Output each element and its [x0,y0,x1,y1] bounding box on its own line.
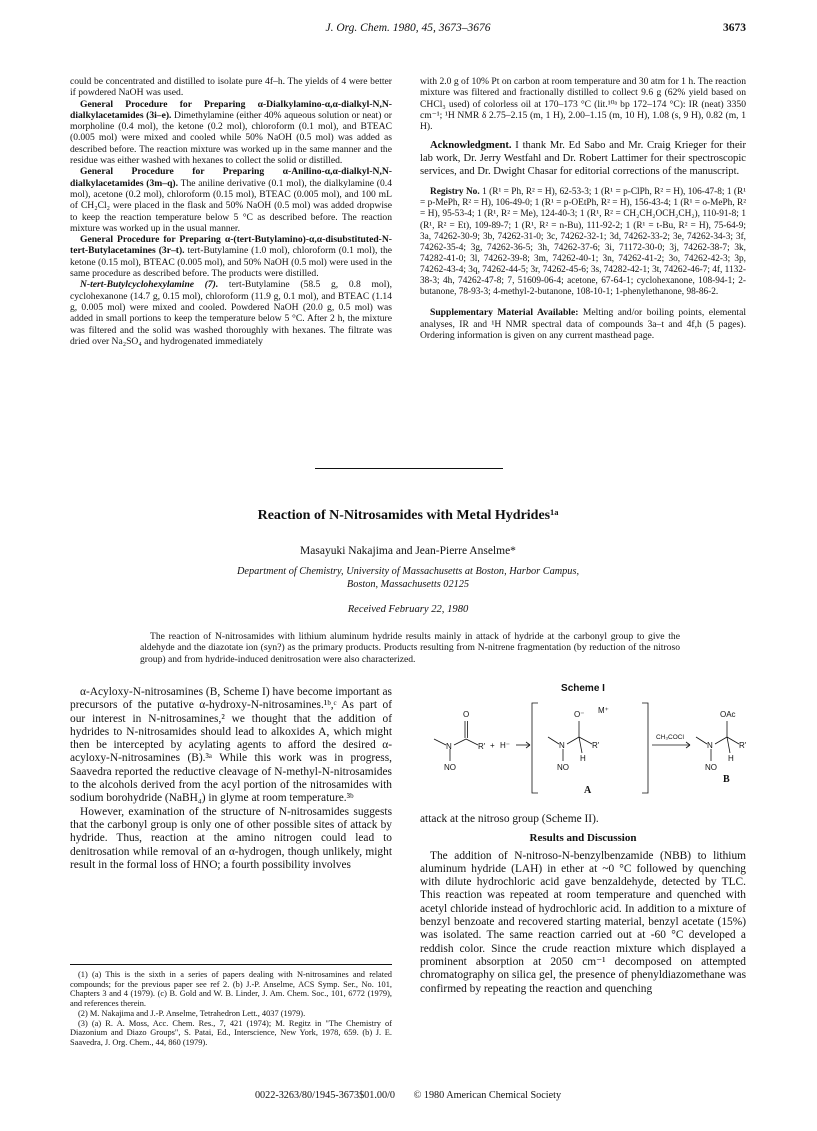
paragraph: General Procedure for Preparing α-(tert-Butylamino)-α,α-disubstituted-N-tert-Butylacetamines (3r–t). tert-Butylamine (1.0 mol), chloroform (0.1 mol), the ketone (0.15 mol), BTEAC (0.005 mol), and 50% NaOH (0.5 mol) were used in the same procedure as described before. The products were distilled. [70,234,393,280]
journal-citation: J. Org. Chem. 1980, 45, 3673–3676 [325,22,491,34]
article-right-column [420,813,746,996]
scheme-atom-H: H [728,754,734,763]
scheme-reagent: CH₃COCl [656,734,684,741]
received-date: Received February 22, 1980 [347,604,469,615]
page-number: 3673 [723,22,746,34]
scheme-1-diagram [420,697,746,797]
registry-numbers: Registry No. 1 (R¹ = Ph, R² = H), 62-53-3; 1 (R¹ = p-ClPh, R² = H), 106-47-8; 1 (R¹ = p-MePh, R² = H), 106-49-0; 1 (R¹ = p-OEtPh, R² = H), 156-43-4; 1 (R¹ = o-MePh, R² = H), 95-53-4; 1 (R¹, R² = Me), 124-40-3; 1 (R¹, R² = CH₂CH₂OCH₂CH₂), 110-91-8; 1 (R¹, R² = Et), 109-89-7; 1 (R¹, R² = n-Bu), 111-92-2; 1 (R¹ = t-Bu, R² = H), 75-64-9; 3a, 74262-30-9; 3b, 74262-31-0; 3c, 74262-32-1; 3d, 74262-33-2; 3e, 74262-34-3; 3f, 74262-35-4; 3g, 74262-36-5; 3h, 74262-37-6; 3i, 71172-30-0; 3j, 74262-38-7; 3k, 74282-41-0; 3l, 74262-39-8; 3m, 74262-40-1; 3n, 74262-41-2; 3o, 74262-42-3; 3p, 74262-43-4; 3q, 74262-44-5; 3r, 74262-45-6; 3s, 74282-42-1; 3t, 74262-46-7; 4f, 1132-38-3; 4h, 74262-47-8; 7, 51609-06-4; acetone, 67-64-1; cyclohexanone, 108-94-1; 2-butanone, 78-93-3; 4-methyl-2-butanone, 108-10-1; 1-phenylethanone, 98-86-2. [420,187,747,298]
supplementary-material: Supplementary Material Available: Melting and/or boiling points, elemental analyses, IR and ¹H NMR spectral data of compounds 3a–t and 4f,h (5 pages). Ordering information is given on any current masthead page. [420,307,746,341]
authors: Masayuki Nakajima and Jean-Pierre Anselme* [300,545,516,557]
footnote: (1) (a) This is the sixth in a series of papers dealing with N-nitrosamines and related compounds; for the previous paper see ref 2. (b) J.-P. Anselme, ACS Symp. Ser., No. 101, Chapters 3 and 4 (1979). (c) B. Gold and W. B. Linder, J. Am. Chem. Soc., 101, 6772 (1979), and references therein. [70,970,392,1009]
scheme-atom-OAc: OAc [720,710,736,719]
scheme-plus: + [490,741,495,750]
acknowledgment: Acknowledgment. I thank Mr. Ed Sabo and Mr. Craig Krieger for their lab work, Dr. Jerry Westfahl and Dr. Robert Lattimer for their spectroscopic services, and Dr. Dwight Chasar for editorial corrections of the manuscript. [420,140,746,177]
paragraph: N-tert-Butylcyclohexylamine (7). tert-Butylamine (58.5 g, 0.8 mol), cyclohexanone (14.7 g, 0.15 mol), chloroform (11.9 g, 0.1 mol), and BTEAC (1.14 g, 0.005 mol) were mixed and cooled. Powdered NaOH (20.0 g, 0.5 mol) was added in small portions to keep the temperature below 5 °C. After 2 h, the mixture was filtered and the solid was washed thoroughly with hexanes. The filtrate was dried over Na₂SO₄ and hydrogenated immediately [70,279,392,347]
paragraph: with 2.0 g of 10% Pt on carbon at room temperature and 30 atm for 1 h. The reaction mixture was filtered and fractionally distilled to collect 9.6 g (62% yield based on CHCl₃ used) of colorless oil at 170–173 °C (lit.¹⁰ᵃ bp 172–174 °C): IR (neat) 3350 cm⁻¹; ¹H NMR δ 2.75–2.15 (m, 1 H), 2.00–1.15 (m, 10 H), 1.08 (s, 9 H), 0.82 (m, 1 H). [420,76,746,133]
scheme-atom-NO: NO [444,763,456,772]
paragraph: General Procedure for Preparing α-Anilino-α,α-dialkyl-N,N-dialkylacetamides (3m–q). The aniline derivative (0.1 mol), the dialkylamine (0.4 mol), acetone (0.2 mol), chloroform (0.15 mol), BTEAC (0.005 mol), and 100 mL of CH₂Cl₂ were placed in the flask and 50% NaOH (0.5 mol) was added dropwise to keep the reaction temperature below 5 °C as described before. The reaction mixture was worked up in the usual manner. [70,166,392,234]
footnotes [70,970,392,1048]
paragraph: However, examination of the structure of N-nitrosamides suggests that the carbonyl group is only one of other possible sites of attack by hydride. Thus, reaction at the amino nitrogen could lead to denitrosation while removal of an α-hydrogen, though unlikely, might result in the formal loss of HNO; a fourth possibility involves [70,805,392,871]
previous-article-right-column [420,76,746,341]
scheme-atom-NO: NO [557,763,569,772]
copyright: © 1980 American Chemical Society [413,1090,562,1101]
paragraph: General Procedure for Preparing α-Dialkylamino-α,α-dialkyl-N,N-dialkylacetamides (3i–e). Dimethylamine (either 40% aqueous solution or neat) or morpholine (0.4 mol), the ketone (0.2 mol), chloroform (0.1 mol), and BTEAC (0.005 mol) were mixed and cooled while 50% NaOH (0.5 mol) was added as described before. The reaction mixture was worked up in the same manner and the residue was either washed with hexanes to collect the solid or distilled. [70,98,392,167]
section-heading: Results and Discussion [529,832,637,845]
abstract: The reaction of N-nitrosamides with lithium aluminum hydride results mainly in attack of hydride at the carbonyl group to give the aldehyde and the diazotate ion (syn?) as the primary products. Products resulting from N-nitrene fragmentation (by reduction of the nitroso group) and from hydride-induced denitrosation were also characterized. [140,631,680,665]
article-divider [315,468,503,469]
scheme-atom-R: R' [592,741,600,750]
page-footer [70,1090,746,1101]
scheme-atom-H: H [580,754,586,763]
scheme-label-B: B [723,774,730,785]
scheme-atom-Mplus: M⁺ [598,706,609,715]
scheme-atom-R: R' [478,742,486,751]
previous-article-left-column [70,76,392,347]
scheme-1 [420,683,746,799]
article-title: Reaction of N-Nitrosamides with Metal Hydrides¹ᵃ [257,508,559,523]
paragraph: α-Acyloxy-N-nitrosamines (B, Scheme I) have become important as precursors of the putative α-hydroxy-N-nitrosamines.¹ᵇ,ᶜ As part of our interest in N-nitrosamines,² we thought that the addition of hydrides to N-nitrosamides should lead to alkoxides A, which might then be intercepted by acylating agents to afford the desired α-acyloxy-N-nitrosamines (B).³ᵃ While this work was in progress, Saavedra reported the reductive cleavage of N-methyl-N-nitrosamides to the alcohols derived from the acyl portion of the nitrosamides with sodium borohydride (NaBH₄) in glyme at room temperature.³ᵇ [70,686,392,805]
affiliation: Department of Chemistry, University of Massachusetts at Boston, Harbor Campus, Boston, Massachusetts 02125 [236,566,580,590]
article-code: 0022-3263/80/1945-3673$01.00/0 [254,1090,396,1101]
paragraph: attack at the nitroso group (Scheme II). [420,813,599,825]
article-left-column [70,686,392,872]
scheme-title: Scheme I [561,683,605,694]
scheme-atom-Ominus: O⁻ [574,710,585,719]
footnote: (2) M. Nakajima and J.-P. Anselme, Tetrahedron Lett., 4037 (1979). [78,1008,306,1018]
running-header [70,22,746,40]
scheme-atom-NO: NO [705,763,717,772]
scheme-atom-N: N [446,742,452,751]
scheme-atom-N: N [559,741,565,750]
paragraph: The addition of N-nitroso-N-benzylbenzamide (NBB) to lithium aluminum hydride (LAH) in ether at ~0 °C followed by quenching with dilute hydrochloric acid gave benzaldehyde, detected by TLC. This reaction was repeated at room temperature and quenched with acetyl chloride instead of hydrochloric acid. In addition to a mixture of benzyl benzoate and recovered starting material, benzyl acetate (15%) was isolated. The same reaction carried out at -60 °C developed a reddish color. Since the crude reaction mixture which displayed a prominent absorption at 2050 cm⁻¹ decomposed on attempted chromatography on silica gel, the presence of phenyldiazomethane was confirmed by repeating the reaction and quenching [420,849,746,995]
footnote: (3) (a) R. A. Moss, Acc. Chem. Res., 7, 421 (1974); M. Regitz in "The Chemistry of Diazonium and Diazo Groups", S. Patai, Ed., Interscience, New York, 1978, 659. (b) J. E. Saavedra, J. Org. Chem., 44, 860 (1979). [70,1018,392,1047]
footnote-divider [70,964,392,965]
scheme-atom-O: O [463,710,470,719]
scheme-label-A: A [584,785,592,796]
paragraph: could be concentrated and distilled to isolate pure 4f–h. The yields of 4 were better if powdered NaOH was used. [70,76,392,99]
scheme-atom-R: R' [739,741,746,750]
scheme-atom-N: N [707,741,713,750]
scheme-hydride: H⁻ [500,741,510,750]
